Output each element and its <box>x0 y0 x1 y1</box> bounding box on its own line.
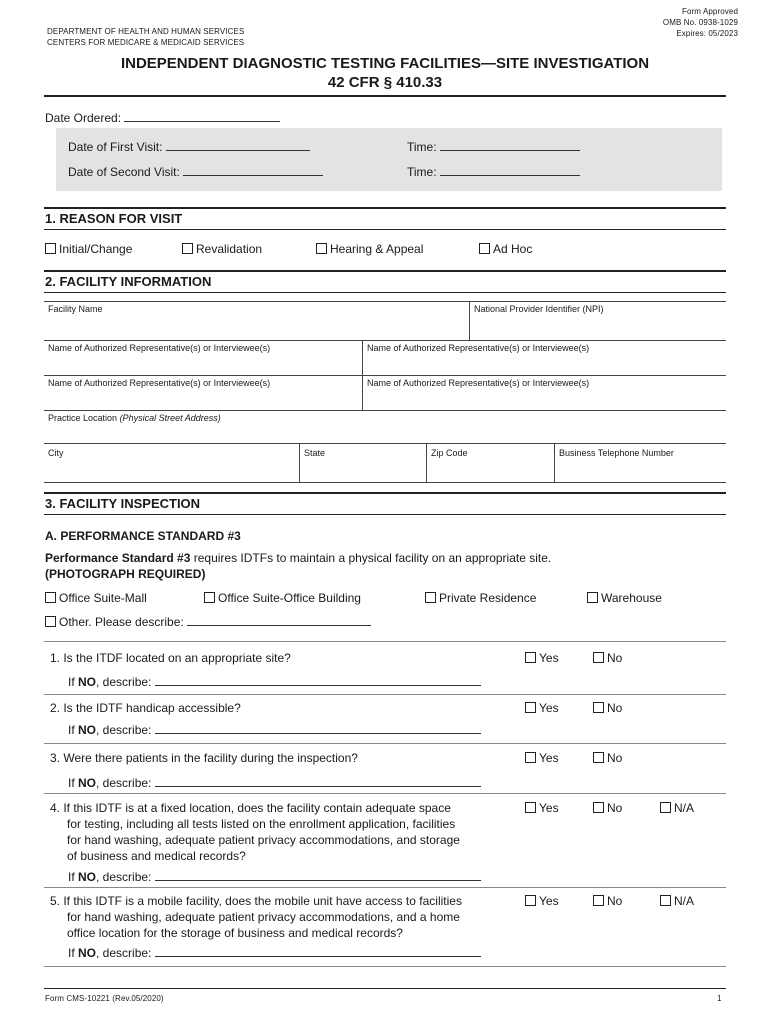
site-office[interactable] <box>204 591 361 605</box>
site-mall-label: Office Suite-Mall <box>59 591 147 605</box>
question-4-line: of business and medical records? <box>67 849 246 863</box>
section1-rule <box>44 229 726 230</box>
site-warehouse-label: Warehouse <box>601 591 662 605</box>
if-label: If <box>68 870 79 884</box>
checkbox-q4-no[interactable] <box>593 802 604 813</box>
checkbox-q1-yes[interactable] <box>525 652 536 663</box>
checkbox-mall[interactable] <box>45 592 56 603</box>
omb-number: OMB No. 0938-1029 <box>662 18 738 27</box>
section2-rule <box>44 292 726 293</box>
photo-required: (PHOTOGRAPH REQUIRED) <box>45 567 206 581</box>
question-divider <box>44 743 726 744</box>
table-line <box>44 482 726 483</box>
site-residence[interactable] <box>425 591 536 605</box>
checkbox-revalidation[interactable] <box>182 243 193 254</box>
site-other[interactable] <box>45 614 371 629</box>
question-5-line: 5. If this IDTF is a mobile facility, does the mobile unit have access to facilities <box>50 894 462 908</box>
checkbox-q4-yes[interactable] <box>525 802 536 813</box>
q4-describe-field[interactable] <box>155 869 481 881</box>
q3-describe <box>68 775 481 790</box>
title-line: INDEPENDENT DIAGNOSTIC TESTING FACILITIES—SITE INVESTIGATION <box>120 55 650 72</box>
first-time-label: Time: <box>407 140 437 154</box>
rep-field-3[interactable] <box>44 376 362 410</box>
practice-location-label: Practice Location <box>48 413 118 423</box>
q3-describe-field[interactable] <box>155 775 481 787</box>
yes-label: Yes <box>539 751 559 765</box>
checkbox-q2-yes[interactable] <box>525 702 536 713</box>
q4-no[interactable] <box>593 801 622 815</box>
first-visit-label: Date of First Visit: <box>68 140 163 154</box>
agency-header <box>47 26 244 48</box>
centers-line: CENTERS FOR MEDICARE & MEDICAID SERVICES <box>47 38 245 47</box>
standard-heading: A. PERFORMANCE STANDARD #3 <box>45 529 241 543</box>
yes-label: Yes <box>539 701 559 715</box>
reason-hearing[interactable] <box>316 242 423 256</box>
checkbox-residence[interactable] <box>425 592 436 603</box>
checkbox-q1-no[interactable] <box>593 652 604 663</box>
question-2: 2. Is the IDTF handicap accessible? <box>50 701 241 715</box>
phone-field[interactable] <box>555 446 726 482</box>
site-warehouse[interactable] <box>587 591 662 605</box>
q5-na[interactable] <box>660 894 694 908</box>
q3-yes[interactable] <box>525 751 559 765</box>
section2-heading: 2. FACILITY INFORMATION <box>45 274 212 289</box>
checkbox-q5-na[interactable] <box>660 895 671 906</box>
na-label: N/A <box>674 894 695 908</box>
reason-revalidation-label: Revalidation <box>196 242 263 256</box>
q5-describe-field[interactable] <box>155 945 481 957</box>
section3-rule <box>44 514 726 515</box>
section3-top-rule <box>44 492 726 494</box>
checkbox-q3-no[interactable] <box>593 752 604 763</box>
rep-label: Name of Authorized Representative(s) or Interviewee(s) <box>367 343 590 353</box>
na-label: N/A <box>674 801 695 815</box>
describe-label: , describe: <box>96 870 152 884</box>
standard-text: requires IDTFs to maintain a physical facility on an appropriate site. <box>190 551 552 565</box>
date-ordered-field[interactable] <box>124 110 280 122</box>
q1-describe <box>68 674 481 689</box>
describe-label: , describe: <box>96 946 152 960</box>
q2-no[interactable] <box>593 701 622 715</box>
facility-name-field[interactable] <box>44 302 469 340</box>
q5-yes[interactable] <box>525 894 559 908</box>
checkbox-office[interactable] <box>204 592 215 603</box>
site-mall[interactable] <box>45 591 147 605</box>
regulation-line: 42 CFR § 410.33 <box>327 74 443 91</box>
second-visit-field[interactable] <box>183 164 323 176</box>
table-line <box>44 443 726 444</box>
q2-yes[interactable] <box>525 701 559 715</box>
reason-adhoc[interactable] <box>479 242 532 256</box>
reason-initial-label: Initial/Change <box>59 242 133 256</box>
q5-describe <box>68 945 481 960</box>
question-3: 3. Were there patients in the facility during the inspection? <box>50 751 358 765</box>
date-ordered-label: Date Ordered: <box>45 111 122 125</box>
npi-label: National Provider Identifier (NPI) <box>474 304 604 314</box>
rep-label: Name of Authorized Representative(s) or Interviewee(s) <box>367 378 590 388</box>
no-bold: NO <box>78 776 97 790</box>
section3-heading: 3. FACILITY INSPECTION <box>45 496 201 511</box>
checkbox-q3-yes[interactable] <box>525 752 536 763</box>
other-describe-field[interactable] <box>187 614 371 626</box>
question-divider <box>44 694 726 695</box>
city-label: City <box>48 448 64 458</box>
q4-na[interactable] <box>660 801 694 815</box>
describe-label: , describe: <box>96 776 152 790</box>
no-label: No <box>607 751 623 765</box>
checkbox-q4-na[interactable] <box>660 802 671 813</box>
site-other-label: Other. Please describe: <box>59 615 184 629</box>
checkbox-initial[interactable] <box>45 243 56 254</box>
first-visit-row <box>68 139 310 154</box>
first-time-field[interactable] <box>440 139 580 151</box>
second-visit-label: Date of Second Visit: <box>68 165 180 179</box>
second-time-label: Time: <box>407 165 437 179</box>
omb-block <box>663 6 738 39</box>
checkbox-q5-yes[interactable] <box>525 895 536 906</box>
no-bold: NO <box>78 675 97 689</box>
state-label: State <box>304 448 326 458</box>
checkbox-q2-no[interactable] <box>593 702 604 713</box>
rep-label: Name of Authorized Representative(s) or Interviewee(s) <box>48 378 271 388</box>
if-label: If <box>68 675 79 689</box>
page-title <box>0 54 770 92</box>
checkbox-adhoc[interactable] <box>479 243 490 254</box>
describe-label: , describe: <box>96 723 152 737</box>
no-bold: NO <box>78 946 97 960</box>
if-label: If <box>68 723 79 737</box>
rep-field-2[interactable] <box>363 341 726 375</box>
no-bold: NO <box>78 870 97 884</box>
checkbox-hearing[interactable] <box>316 243 327 254</box>
practice-location-field[interactable] <box>44 411 726 443</box>
standard-description <box>45 551 551 565</box>
no-label: No <box>607 651 623 665</box>
yes-label: Yes <box>539 894 559 908</box>
rep-label: Name of Authorized Representative(s) or Interviewee(s) <box>48 343 271 353</box>
q1-describe-field[interactable] <box>155 674 481 686</box>
question-5 <box>50 893 462 941</box>
checkbox-warehouse[interactable] <box>587 592 598 603</box>
q4-yes[interactable] <box>525 801 559 815</box>
if-label: If <box>68 946 79 960</box>
state-field[interactable] <box>300 446 426 482</box>
form-number: Form CMS-10221 (Rev.05/2020) <box>45 994 164 1003</box>
question-4-line: 4. If this IDTF is at a fixed location, does the facility contain adequate space <box>50 801 451 815</box>
facility-name-label: Facility Name <box>48 304 103 314</box>
first-time-row <box>407 139 580 154</box>
reason-revalidation[interactable] <box>182 242 262 256</box>
if-label: If <box>68 776 79 790</box>
reason-hearing-label: Hearing & Appeal <box>330 242 424 256</box>
zip-label: Zip Code <box>431 448 468 458</box>
checkbox-q5-no[interactable] <box>593 895 604 906</box>
reason-adhoc-label: Ad Hoc <box>493 242 533 256</box>
question-1: 1. Is the ITDF located on an appropriate site? <box>50 651 291 665</box>
form-approved: Form Approved <box>682 7 738 16</box>
zip-field[interactable] <box>427 446 554 482</box>
title-rule <box>44 95 726 97</box>
second-visit-row <box>68 164 323 179</box>
section1-heading: 1. REASON FOR VISIT <box>45 211 183 226</box>
dept-line: DEPARTMENT OF HEALTH AND HUMAN SERVICES <box>47 27 245 36</box>
q2-describe-field[interactable] <box>155 722 481 734</box>
second-time-field[interactable] <box>440 164 580 176</box>
yes-label: Yes <box>539 651 559 665</box>
question-4-line: for hand washing, adequate patient privacy accommodations, and storage <box>67 833 460 847</box>
phone-label: Business Telephone Number <box>559 448 674 458</box>
q1-no[interactable] <box>593 651 622 665</box>
q4-describe <box>68 869 481 884</box>
section1-top-rule <box>44 207 726 209</box>
q2-describe <box>68 722 481 737</box>
question-4 <box>50 800 460 864</box>
question-divider <box>44 966 726 967</box>
standard-bold: Performance Standard #3 <box>45 551 191 565</box>
page-number: 1 <box>717 994 722 1003</box>
visit-dates-box <box>56 128 722 191</box>
no-label: No <box>607 701 623 715</box>
city-field[interactable] <box>44 446 299 482</box>
second-time-row <box>407 164 580 179</box>
site-residence-label: Private Residence <box>439 591 537 605</box>
expiration: Expires: 05/2023 <box>676 29 738 38</box>
footer-rule <box>44 988 726 989</box>
question-divider <box>44 887 726 888</box>
site-office-label: Office Suite-Office Building <box>218 591 361 605</box>
q1-yes[interactable] <box>525 651 559 665</box>
first-visit-field[interactable] <box>166 139 310 151</box>
question-divider <box>44 641 726 642</box>
yes-label: Yes <box>539 801 559 815</box>
date-ordered-row <box>45 110 280 125</box>
q3-no[interactable] <box>593 751 622 765</box>
practice-location-note: (Physical Street Address) <box>119 413 221 423</box>
npi-field[interactable] <box>470 302 726 340</box>
q5-no[interactable] <box>593 894 622 908</box>
no-label: No <box>607 894 623 908</box>
section2-top-rule <box>44 270 726 272</box>
question-4-line: for testing, including all tests listed on the enrollment application, facilities <box>67 817 456 831</box>
reason-initial[interactable] <box>45 242 132 256</box>
describe-label: , describe: <box>96 675 152 689</box>
question-5-line: office location for the storage of business and medical records? <box>67 926 403 940</box>
rep-field-4[interactable] <box>363 376 726 410</box>
no-label: No <box>607 801 623 815</box>
checkbox-other[interactable] <box>45 616 56 627</box>
question-divider <box>44 793 726 794</box>
question-5-line: for hand washing, adequate patient privacy accommodations, and a home <box>67 910 460 924</box>
rep-field-1[interactable] <box>44 341 362 375</box>
no-bold: NO <box>78 723 97 737</box>
